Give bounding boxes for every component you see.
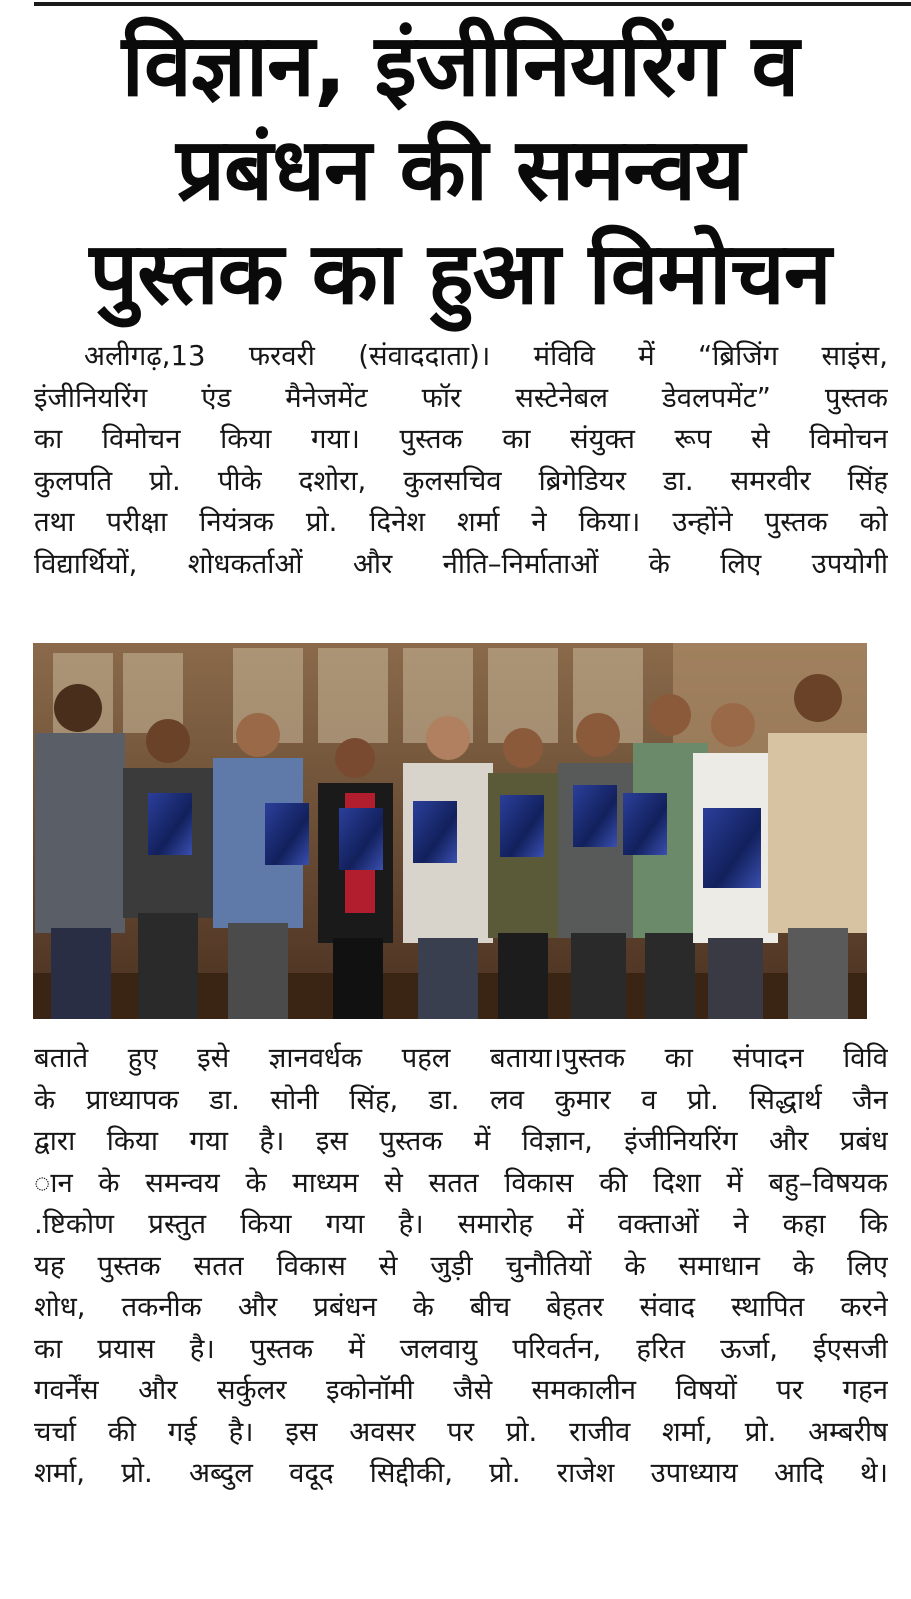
headline-line: पुस्तक का हुआ विमोचन	[89, 224, 831, 324]
body-line: .ष्टिकोण प्रस्तुत किया गया है। समारोह में वक्ताओं ने कहा कि	[34, 1208, 888, 1240]
top-rule	[34, 2, 911, 6]
headline-line: विज्ञान, इंजीनियरिंग व	[121, 16, 799, 116]
headline	[30, 14, 890, 326]
body-line: अलीगढ़,13 फरवरी (संवाददाता)। मंविवि में “ब्रिजिंग साइंस,	[84, 340, 888, 372]
body-line: शर्मा, प्रो. अब्दुल वदूद सिद्दीकी, प्रो. राजेश उपाध्याय आदि थे।	[34, 1457, 888, 1489]
book	[339, 808, 383, 870]
headline-line: प्रबंधन की समन्वय	[176, 120, 744, 220]
body-line: यह पुस्तक सतत विकास से जुड़ी चुनौतियों के समाधान के लिए	[34, 1249, 888, 1282]
body-line: कुलपति प्रो. पीके दशोरा, कुलसचिव ब्रिगेडियर डा. समरवीर सिंह	[34, 464, 888, 497]
body-line: विद्यार्थियों, शोधकर्ताओं और नीति–निर्माताओं के लिए उपयोगी	[34, 547, 888, 580]
glass-cabinets	[53, 648, 643, 743]
body-line: बताते हुए इसे ज्ञानवर्धक पहल बताया।पुस्तक का संपादन विवि	[34, 1042, 888, 1074]
body-line: इंजीनियरिंग एंड मैनेजमेंट फॉर सस्टेनेबल डेवलपमेंट” पुस्तक	[34, 381, 888, 414]
article-body-bottom	[34, 1038, 888, 1495]
body-line: ान के समन्वय के माध्यम से सतत विकास की दिशा में बहु–विषयक	[34, 1166, 888, 1199]
body-line: तथा परीक्षा नियंत्रक प्रो. दिनेश शर्मा ने किया। उन्होंने पुस्तक को	[34, 506, 888, 538]
book	[265, 803, 309, 865]
book	[148, 793, 192, 855]
book	[623, 793, 667, 855]
body-line: के प्राध्यापक डा. सोनी सिंह, डा. लव कुमार व प्रो. सिद्धार्थ जैन	[34, 1083, 888, 1116]
article-body-top	[34, 336, 888, 585]
book	[703, 808, 761, 888]
book	[500, 795, 544, 857]
body-line: का प्रयास है। पुस्तक में जलवायु परिवर्तन, हरित ऊर्जा, ईएसजी	[34, 1332, 888, 1365]
body-line: चर्चा की गई है। इस अवसर पर प्रो. राजीव शर्मा, प्रो. अम्बरीष	[34, 1415, 888, 1448]
body-line: द्वारा किया गया है। इस पुस्तक में विज्ञान, इंजीनियरिंग और प्रबंध	[34, 1125, 888, 1157]
book	[573, 785, 617, 847]
news-photo	[33, 643, 867, 1019]
body-line: गवर्नेंस और सर्कुलर इकोनॉमी जैसे समकालीन विषयों पर गहन	[34, 1374, 888, 1406]
book	[413, 801, 457, 863]
body-line: शोध, तकनीक और प्रबंधन के बीच बेहतर संवाद स्थापित करने	[34, 1291, 888, 1323]
body-line: का विमोचन किया गया। पुस्तक का संयुक्त रूप से विमोचन	[34, 423, 888, 455]
